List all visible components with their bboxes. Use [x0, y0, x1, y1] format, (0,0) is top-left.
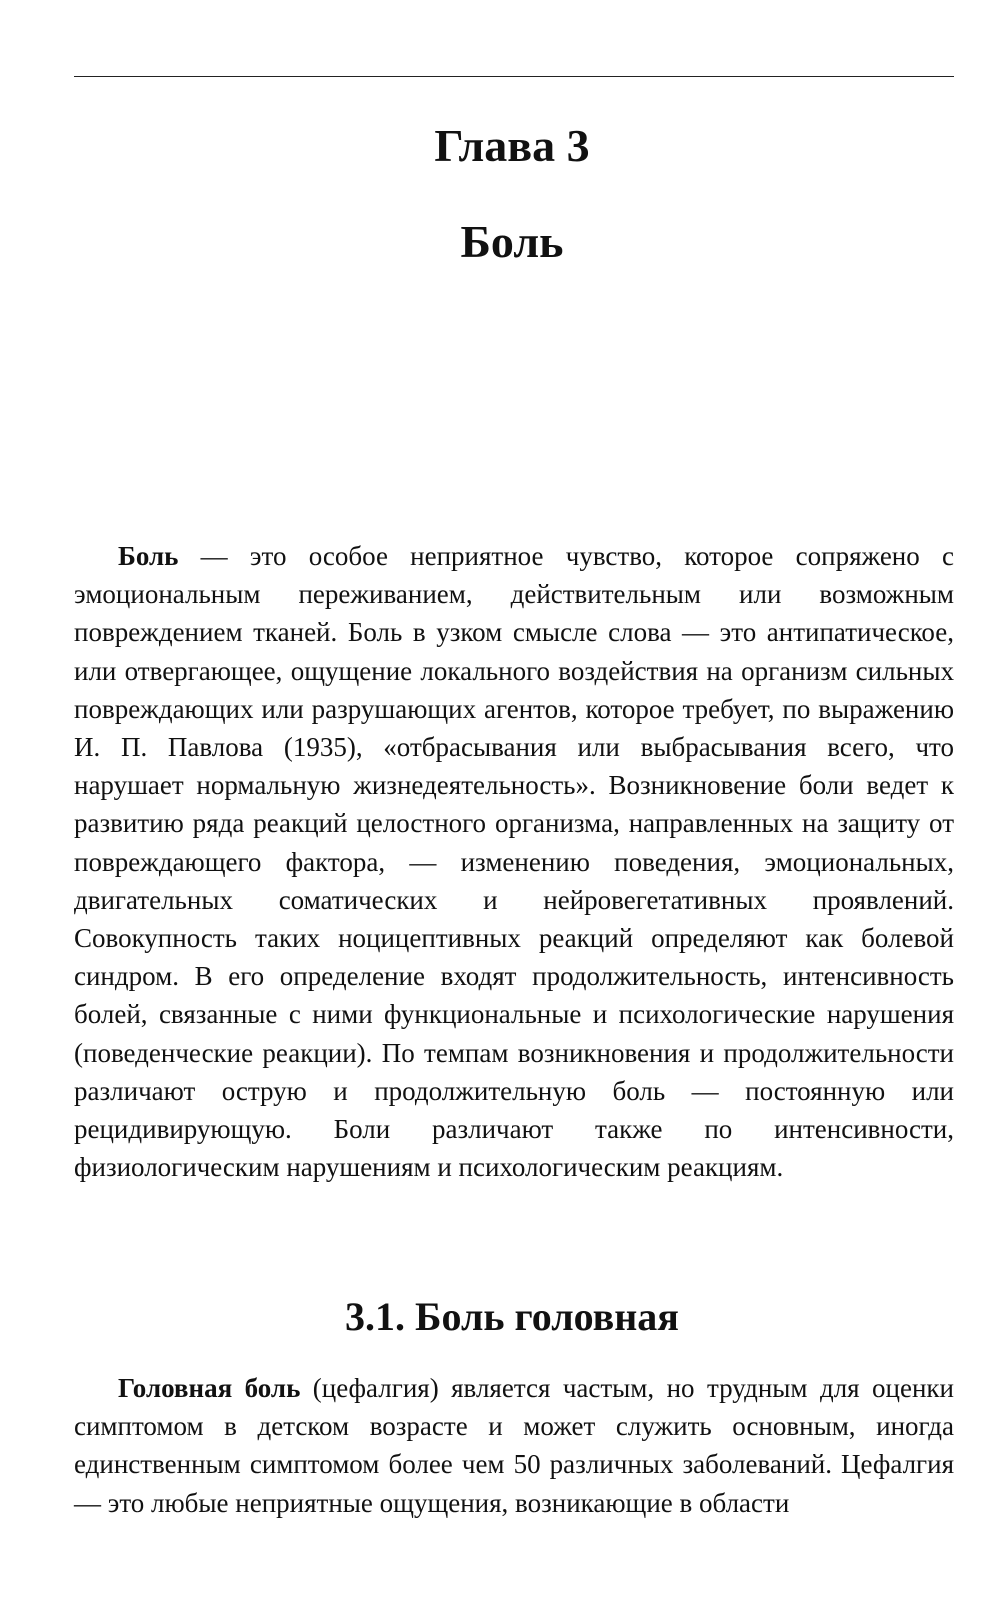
- section-heading: 3.1. Боль головная: [345, 1294, 679, 1339]
- intro-lead-term: Боль: [118, 541, 179, 571]
- chapter-number: Глава 3: [434, 120, 590, 171]
- chapter-title: Боль: [460, 216, 564, 267]
- intro-paragraph: [74, 537, 954, 1186]
- section-lead-term: Головная боль: [118, 1373, 301, 1403]
- top-rule: [74, 76, 954, 77]
- section-paragraph: [74, 1369, 954, 1522]
- intro-paragraph-text: — это особое неприятное чувство, которое сопряжено с эмоциональным переживанием, действительным или возможным повреждением тканей. Боль в узком смысле слова — это антипатическое, или отвергающее, ощущение локального воздействия на организм сильных повреждающих или разрушающих агентов, которое требует, по выражению И. П. Павлова (1935), «отбрасывания или выбрасывания всего, что нарушает нормальную жизнедеятельность». Возникновение боли ведет к развитию ряда реакций целостного организма, направленных на защиту от повреждающего фактора, — изменению поведения, эмоциональных, двигательных соматических и нейровегетативных проявлений. Совокупность таких ноцицептивных реакций определяют как болевой синдром. В его определение входят продолжительность, интенсивность болей, связанные с ними функциональные и психологические нарушения (поведенческие реакции). По темпам возникновения и продолжительности различают острую и продолжительную боль — постоянную или рецидивирующую. Боли различают также по интенсивности, физиологическим нарушениям и психологическим реакциям.: [74, 541, 954, 1183]
- section-paragraph-text: (цефалгия) является частым, но трудным для оценки симптомом в детском возрасте и может служить основным, иногда единственным симптомом более чем 50 различных заболеваний. Цефалгия — это любые неприятные ощущения, возникающие в области: [74, 1373, 954, 1518]
